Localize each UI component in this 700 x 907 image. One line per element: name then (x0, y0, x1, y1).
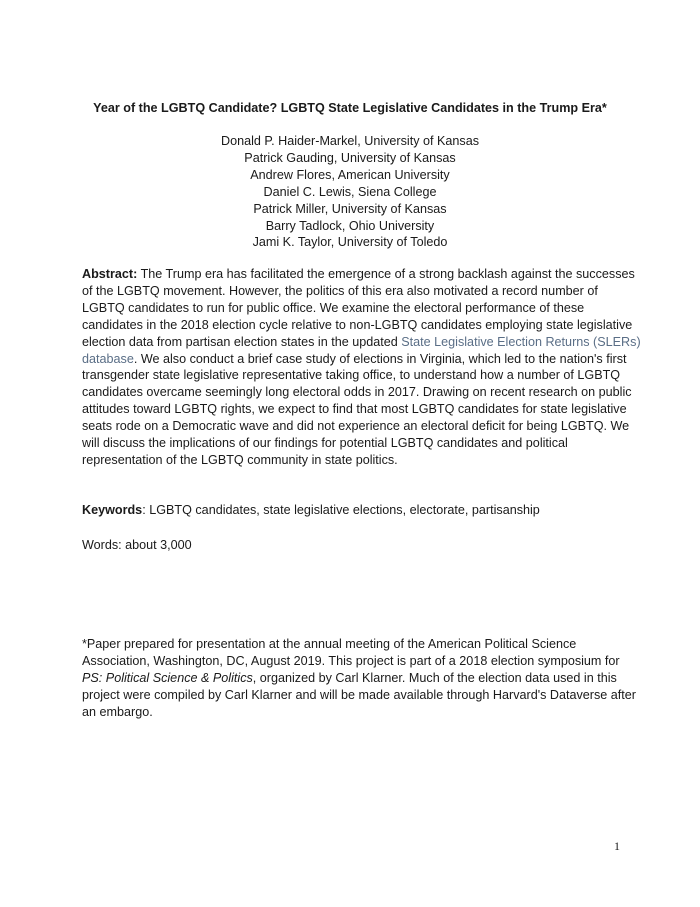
footnote-text: *Paper prepared for presentation at the annual meeting of the American Political Science Association, Washington, DC, August 2019. This project is part of a 2018 election symposium for (82, 637, 620, 668)
title-footnote (82, 636, 642, 721)
database-link[interactable]: State Legislative Election Returns (SLERs) database (82, 334, 641, 366)
journal-name: PS: Political Science & Politics (82, 670, 253, 685)
author-line: Daniel C. Lewis, Siena College (263, 184, 437, 199)
abstract-text: The Trump era has facilitated the emergence of a strong backlash against the successes of the LGBTQ movement. However, the politics of this era also motivated a record number of LGBTQ candidates to run for public office. We examine the electoral performance of these candidates in the 2018 election cycle relative to non-LGBTQ candidates employing state legislative election data from partisan election states in the updated (82, 267, 635, 349)
keywords-paragraph (82, 502, 642, 519)
author-line: Donald P. Haider-Markel, University of Kansas (220, 134, 480, 148)
keywords-label: Keywords (82, 503, 143, 517)
page-number: 1 (614, 839, 620, 853)
abstract-paragraph (82, 266, 642, 469)
abstract-text-continued: . We also conduct a brief case study of elections in Virginia, which led to the nation's first transgender state legislative representative taking office, to understand how a number of LGBTQ candidates overcame seemingly long electoral odds in 2017. Drawing on recent research on public attitudes toward LGBTQ rights, we expect to find that most LGBTQ candidates for state legislative seats rode on a Democratic wave and did not experience an electoral deficit for being LGBTQ. We will discuss the implications of our findings for potential LGBTQ candidates and political representation of the LGBTQ community in state politics. (82, 351, 632, 467)
abstract-label: Abstract: (82, 267, 138, 281)
author-line: Patrick Miller, University of Kansas (253, 201, 447, 216)
author-line: Barry Tadlock, Ohio University (265, 218, 435, 233)
footnote-text-continued: , organized by Carl Klarner. Much of the election data used in this project were compiled by Carl Klarner and will be made available through Harvard's Dataverse after an embargo. (82, 670, 636, 719)
author-line: Jami K. Taylor, University of Toledo (252, 235, 448, 250)
author-list (150, 133, 550, 251)
word-count: Words: about 3,000 (82, 538, 192, 552)
keywords-text: : LGBTQ candidates, state legislative elections, electorate, partisanship (142, 503, 540, 517)
author-line: Patrick Gauding, University of Kansas (244, 150, 456, 165)
author-line: Andrew Flores, American University (250, 167, 450, 182)
paper-title: Year of the LGBTQ Candidate? LGBTQ State Legislative Candidates in the Trump Era* (93, 101, 607, 115)
